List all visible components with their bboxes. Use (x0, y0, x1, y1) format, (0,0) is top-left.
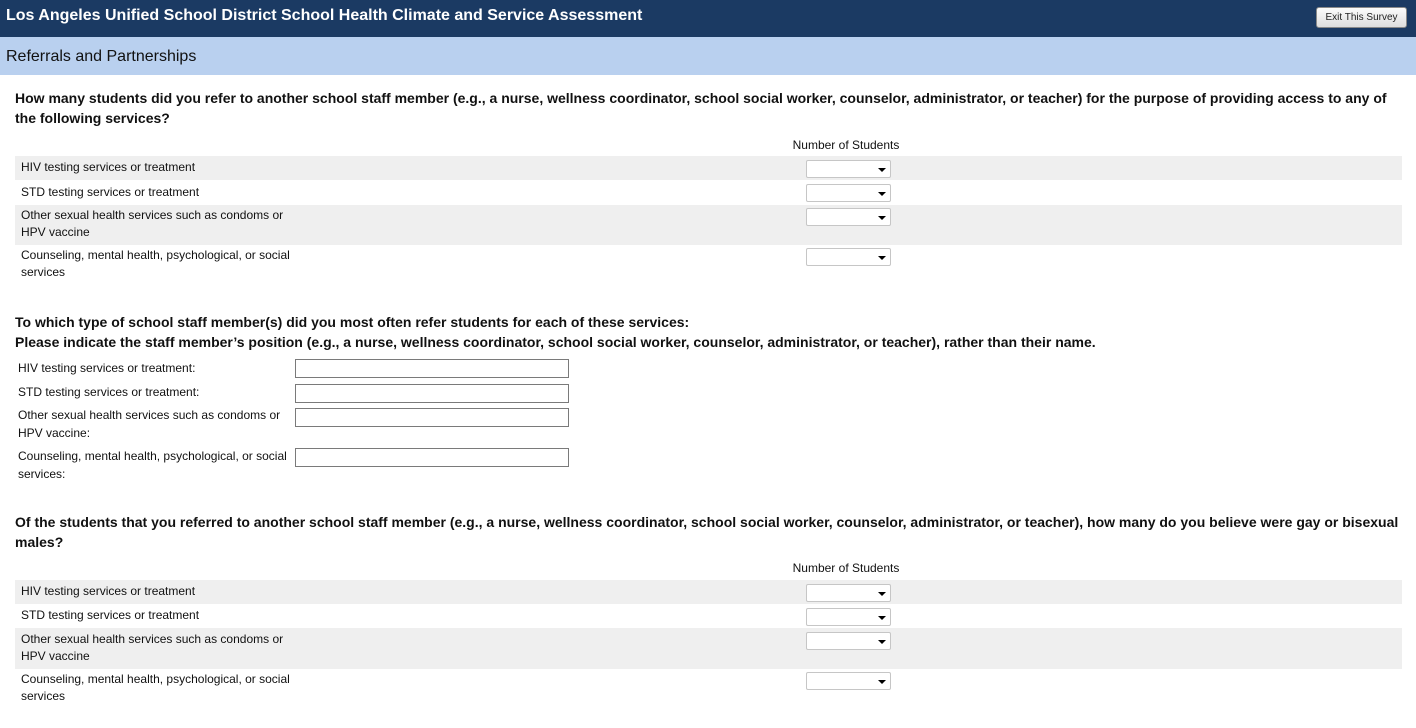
table-row (15, 604, 1402, 628)
row-label: Other sexual health services such as condoms or HPV vaccine (21, 632, 284, 663)
table-row (15, 180, 1402, 205)
number-select-std[interactable] (806, 184, 891, 202)
table-row (15, 156, 1402, 180)
section-bar (0, 37, 1416, 75)
chevron-down-icon (878, 168, 886, 172)
survey-header (0, 0, 1416, 37)
row-label: HIV testing services or treatment (21, 584, 196, 598)
question-staff-type-line1: To which type of school staff member(s) did you most often refer students for each of these services: (15, 314, 690, 330)
row-label: HIV testing services or treatment (21, 160, 196, 174)
row-label: STD testing services or treatment (21, 185, 200, 199)
question-gay-bisexual-males: Of the students that you referred to another school staff member (e.g., a nurse, wellness coordinator, school social worker, counselor, administrator, or teacher), how many do you believe were gay or bisexual males? (15, 514, 1399, 550)
chevron-down-icon (878, 616, 886, 620)
column-header-number-of-students: Number of Students (792, 561, 900, 575)
chevron-down-icon (878, 192, 886, 196)
text-field-label: HIV testing services or treatment: (18, 361, 196, 375)
number-select-counseling[interactable] (806, 672, 891, 690)
chevron-down-icon (878, 256, 886, 260)
number-select-other-sexual-health[interactable] (806, 208, 891, 226)
column-header-number-of-students: Number of Students (792, 138, 900, 152)
row-label: Counseling, mental health, psychological, or social services (21, 672, 290, 703)
number-select-std[interactable] (806, 608, 891, 626)
chevron-down-icon (878, 640, 886, 644)
table-row (15, 245, 1402, 285)
exit-survey-button[interactable]: Exit This Survey (1316, 7, 1407, 28)
chevron-down-icon (878, 592, 886, 596)
number-select-counseling[interactable] (806, 248, 891, 266)
staff-position-input-hiv[interactable] (295, 359, 569, 378)
staff-position-input-counseling[interactable] (295, 448, 569, 467)
table-row (15, 628, 1402, 669)
number-select-hiv[interactable] (806, 584, 891, 602)
section-title: Referrals and Partnerships (6, 48, 197, 65)
staff-position-input-std[interactable] (295, 384, 569, 403)
text-field-label: Counseling, mental health, psychological, or social services: (18, 449, 287, 481)
chevron-down-icon (878, 680, 886, 684)
question-staff-type (15, 312, 1405, 352)
chevron-down-icon (878, 216, 886, 220)
text-field-label: Other sexual health services such as condoms or HPV vaccine: (18, 408, 281, 440)
table-row (15, 580, 1402, 604)
row-label: STD testing services or treatment (21, 608, 200, 622)
number-select-other-sexual-health[interactable] (806, 632, 891, 650)
row-label: Other sexual health services such as condoms or HPV vaccine (21, 208, 284, 239)
table-row (15, 669, 1402, 709)
number-select-hiv[interactable] (806, 160, 891, 178)
text-field-label: STD testing services or treatment: (18, 385, 200, 399)
question-staff-type-line2: Please indicate the staff member’s position (e.g., a nurse, wellness coordinator, school social worker, counselor, administrator, or teacher), rather than their name. (15, 334, 1096, 350)
table-row (15, 205, 1402, 245)
question-referral-count: How many students did you refer to another school staff member (e.g., a nurse, wellness coordinator, school social worker, counselor, administrator, or teacher) for the purpose of providing access to any of the following services? (15, 90, 1387, 126)
staff-position-input-other-sexual-health[interactable] (295, 408, 569, 427)
row-label: Counseling, mental health, psychological, or social services (21, 248, 290, 279)
survey-title: Los Angeles Unified School District School Health Climate and Service Assessment (6, 7, 643, 24)
